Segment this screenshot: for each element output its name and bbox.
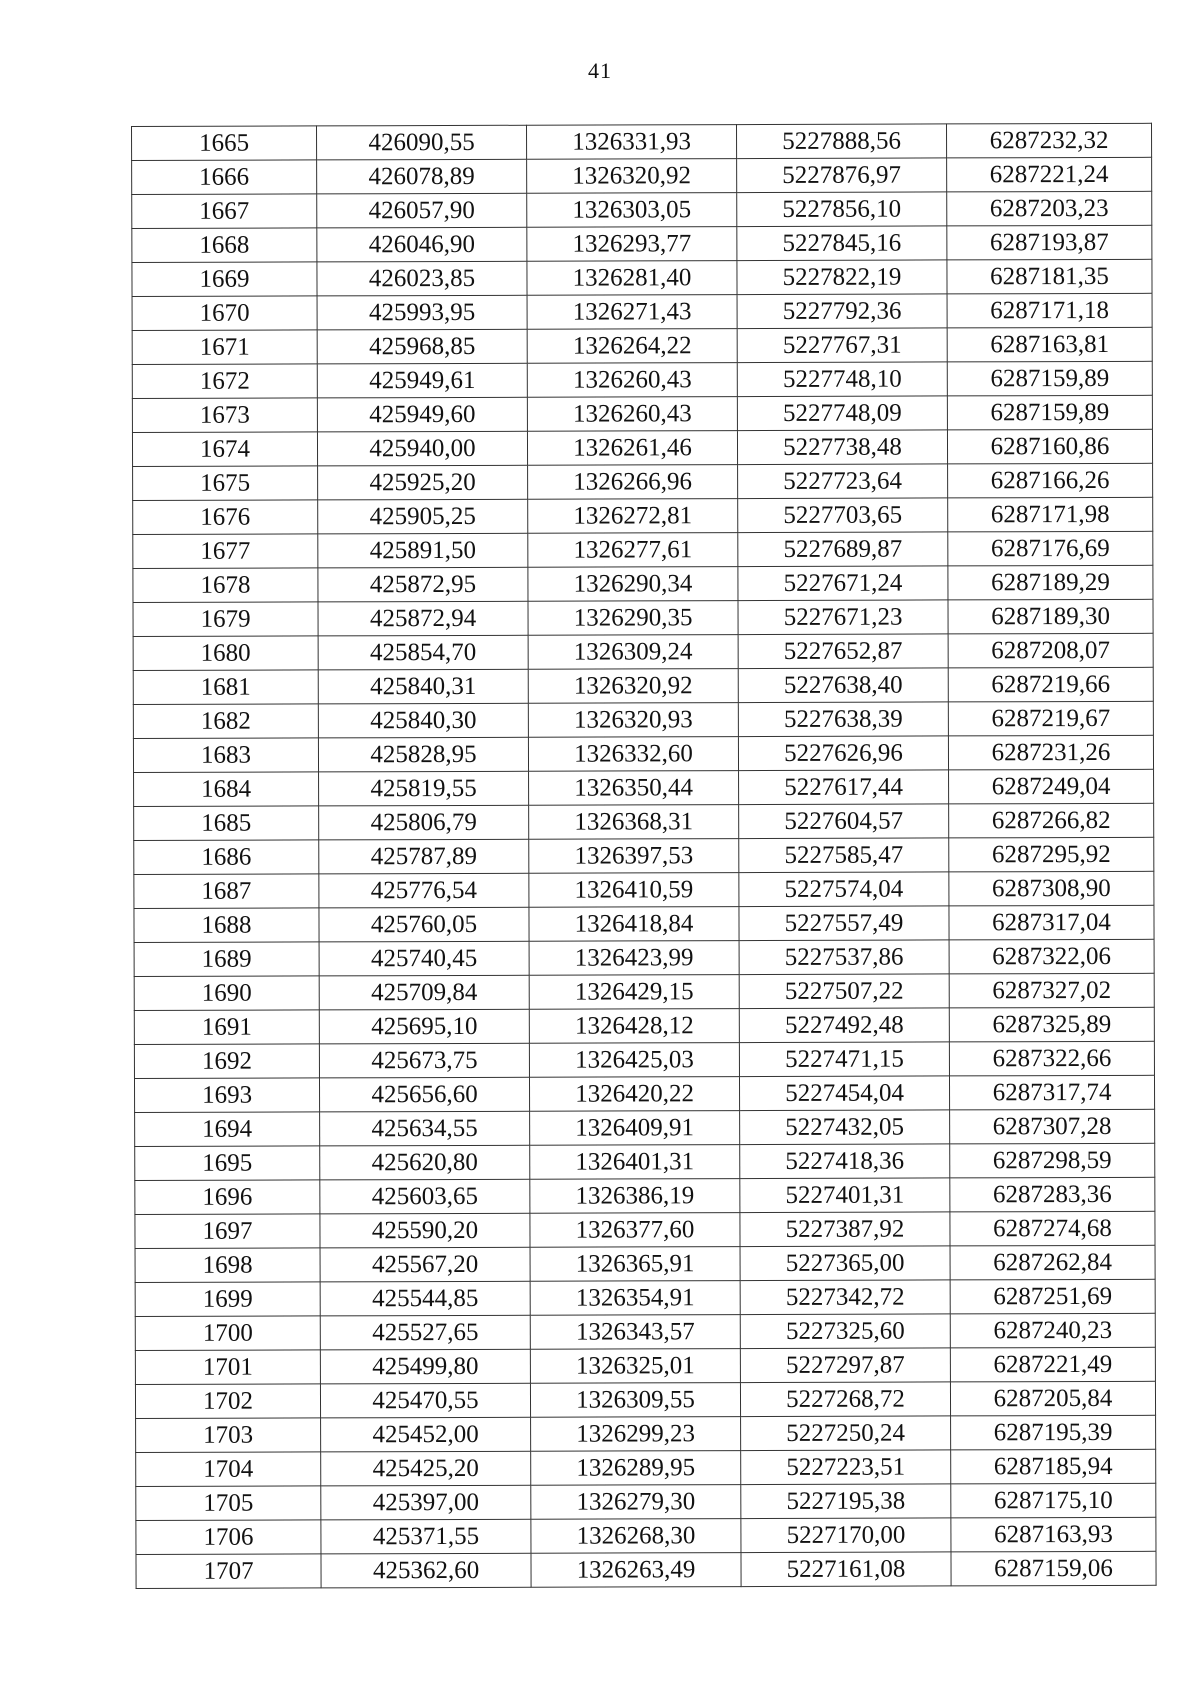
y-coordinate-cell: 1326386,19 <box>530 1179 740 1214</box>
point-number-cell: 1690 <box>134 976 319 1011</box>
y2-coordinate-cell: 6287189,30 <box>948 599 1153 634</box>
x-coordinate-cell: 426046,90 <box>317 227 527 262</box>
y2-coordinate-cell: 6287274,68 <box>950 1211 1155 1246</box>
x-coordinate-cell: 425993,95 <box>317 295 527 330</box>
y2-coordinate-cell: 6287298,59 <box>950 1143 1155 1178</box>
y2-coordinate-cell: 6287160,86 <box>947 429 1152 464</box>
y2-coordinate-cell: 6287203,23 <box>947 191 1152 226</box>
x-coordinate-cell: 425634,55 <box>320 1111 530 1146</box>
point-number-cell: 1670 <box>132 296 317 331</box>
y2-coordinate-cell: 6287317,74 <box>949 1075 1154 1110</box>
y-coordinate-cell: 1326350,44 <box>529 771 739 806</box>
x2-coordinate-cell: 5227652,87 <box>738 634 948 669</box>
y2-coordinate-cell: 6287327,02 <box>949 973 1154 1008</box>
point-number-cell: 1694 <box>135 1112 320 1147</box>
y-coordinate-cell: 1326260,43 <box>527 397 737 432</box>
x-coordinate-cell: 425840,31 <box>318 669 528 704</box>
x-coordinate-cell: 425695,10 <box>319 1009 529 1044</box>
table-row <box>136 1449 1156 1486</box>
point-number-cell: 1705 <box>136 1486 321 1521</box>
x2-coordinate-cell: 5227297,87 <box>740 1348 950 1383</box>
table-row <box>135 1211 1155 1248</box>
x2-coordinate-cell: 5227748,10 <box>737 362 947 397</box>
x-coordinate-cell: 425872,94 <box>318 601 528 636</box>
point-number-cell: 1669 <box>132 262 317 297</box>
y2-coordinate-cell: 6287171,98 <box>948 497 1153 532</box>
x-coordinate-cell: 425949,61 <box>317 363 527 398</box>
x-coordinate-cell: 425709,84 <box>319 975 529 1010</box>
y-coordinate-cell: 1326293,77 <box>527 227 737 262</box>
table-row <box>135 1313 1155 1350</box>
y-coordinate-cell: 1326423,99 <box>529 941 739 976</box>
point-number-cell: 1704 <box>136 1452 321 1487</box>
x-coordinate-cell: 425656,60 <box>319 1077 529 1112</box>
x-coordinate-cell: 425673,75 <box>319 1043 529 1078</box>
y2-coordinate-cell: 6287163,93 <box>951 1517 1156 1552</box>
x-coordinate-cell: 425840,30 <box>318 703 528 738</box>
x2-coordinate-cell: 5227250,24 <box>741 1416 951 1451</box>
point-number-cell: 1697 <box>135 1214 320 1249</box>
y2-coordinate-cell: 6287171,18 <box>947 293 1152 328</box>
x2-coordinate-cell: 5227161,08 <box>741 1552 951 1587</box>
y-coordinate-cell: 1326377,60 <box>530 1213 740 1248</box>
table-row <box>133 463 1153 500</box>
y2-coordinate-cell: 6287181,35 <box>947 259 1152 294</box>
x-coordinate-cell: 425854,70 <box>318 635 528 670</box>
coordinate-table <box>131 123 1157 1589</box>
y-coordinate-cell: 1326263,49 <box>531 1553 741 1588</box>
table-row <box>132 361 1152 398</box>
y2-coordinate-cell: 6287159,89 <box>947 361 1152 396</box>
y-coordinate-cell: 1326428,12 <box>529 1009 739 1044</box>
table-row <box>135 1109 1155 1146</box>
page-number: 41 <box>588 58 612 83</box>
x-coordinate-cell: 425425,20 <box>321 1451 531 1486</box>
y2-coordinate-cell: 6287295,92 <box>949 837 1154 872</box>
x2-coordinate-cell: 5227325,60 <box>740 1314 950 1349</box>
x-coordinate-cell: 425452,00 <box>321 1417 531 1452</box>
y2-coordinate-cell: 6287159,89 <box>947 395 1152 430</box>
point-number-cell: 1687 <box>134 874 319 909</box>
table-row <box>136 1483 1156 1520</box>
x-coordinate-cell: 425925,20 <box>318 465 528 500</box>
table-row <box>133 497 1153 534</box>
y-coordinate-cell: 1326410,59 <box>529 873 739 908</box>
x2-coordinate-cell: 5227738,48 <box>737 430 947 465</box>
point-number-cell: 1679 <box>133 602 318 637</box>
x2-coordinate-cell: 5227748,09 <box>737 396 947 431</box>
x-coordinate-cell: 425620,80 <box>320 1145 530 1180</box>
x-coordinate-cell: 425872,95 <box>318 567 528 602</box>
x2-coordinate-cell: 5227507,22 <box>739 974 949 1009</box>
x2-coordinate-cell: 5227617,44 <box>739 770 949 805</box>
y2-coordinate-cell: 6287308,90 <box>949 871 1154 906</box>
x-coordinate-cell: 425891,50 <box>318 533 528 568</box>
x-coordinate-cell: 426057,90 <box>317 193 527 228</box>
table-row <box>136 1415 1156 1452</box>
point-number-cell: 1678 <box>133 568 318 603</box>
y2-coordinate-cell: 6287325,89 <box>949 1007 1154 1042</box>
point-number-cell: 1700 <box>135 1316 320 1351</box>
x-coordinate-cell: 425362,60 <box>321 1553 531 1588</box>
y2-coordinate-cell: 6287231,26 <box>948 735 1153 770</box>
y-coordinate-cell: 1326420,22 <box>529 1077 739 1112</box>
x-coordinate-cell: 425590,20 <box>320 1213 530 1248</box>
point-number-cell: 1676 <box>133 500 318 535</box>
point-number-cell: 1682 <box>133 704 318 739</box>
table-row <box>132 429 1152 466</box>
point-number-cell: 1703 <box>136 1418 321 1453</box>
y2-coordinate-cell: 6287163,81 <box>947 327 1152 362</box>
x2-coordinate-cell: 5227856,10 <box>737 192 947 227</box>
table-row <box>133 599 1153 636</box>
x-coordinate-cell: 425603,65 <box>320 1179 530 1214</box>
x-coordinate-cell: 425740,45 <box>319 941 529 976</box>
table-row <box>135 1143 1155 1180</box>
y2-coordinate-cell: 6287251,69 <box>950 1279 1155 1314</box>
point-number-cell: 1707 <box>136 1554 321 1589</box>
x-coordinate-cell: 425470,55 <box>320 1383 530 1418</box>
x2-coordinate-cell: 5227268,72 <box>740 1382 950 1417</box>
x-coordinate-cell: 425567,20 <box>320 1247 530 1282</box>
point-number-cell: 1675 <box>133 466 318 501</box>
y-coordinate-cell: 1326277,61 <box>528 533 738 568</box>
x2-coordinate-cell: 5227638,40 <box>738 668 948 703</box>
table-row <box>133 667 1153 704</box>
y2-coordinate-cell: 6287249,04 <box>949 769 1154 804</box>
x2-coordinate-cell: 5227418,36 <box>740 1144 950 1179</box>
table-row <box>133 531 1153 568</box>
x2-coordinate-cell: 5227689,87 <box>738 532 948 567</box>
point-number-cell: 1698 <box>135 1248 320 1283</box>
x2-coordinate-cell: 5227537,86 <box>739 940 949 975</box>
point-number-cell: 1667 <box>132 194 317 229</box>
y-coordinate-cell: 1326343,57 <box>530 1315 740 1350</box>
x2-coordinate-cell: 5227454,04 <box>739 1076 949 1111</box>
y2-coordinate-cell: 6287317,04 <box>949 905 1154 940</box>
x2-coordinate-cell: 5227585,47 <box>739 838 949 873</box>
y-coordinate-cell: 1326290,34 <box>528 567 738 602</box>
table-row <box>134 1075 1154 1112</box>
point-number-cell: 1699 <box>135 1282 320 1317</box>
table-row <box>135 1381 1155 1418</box>
y-coordinate-cell: 1326268,30 <box>531 1519 741 1554</box>
y-coordinate-cell: 1326354,91 <box>530 1281 740 1316</box>
x-coordinate-cell: 425776,54 <box>319 873 529 908</box>
point-number-cell: 1701 <box>135 1350 320 1385</box>
x2-coordinate-cell: 5227574,04 <box>739 872 949 907</box>
x2-coordinate-cell: 5227432,05 <box>740 1110 950 1145</box>
x2-coordinate-cell: 5227492,48 <box>739 1008 949 1043</box>
y2-coordinate-cell: 6287283,36 <box>950 1177 1155 1212</box>
y-coordinate-cell: 1326331,93 <box>526 125 736 160</box>
y2-coordinate-cell: 6287221,49 <box>950 1347 1155 1382</box>
y-coordinate-cell: 1326303,05 <box>527 193 737 228</box>
x2-coordinate-cell: 5227557,49 <box>739 906 949 941</box>
x2-coordinate-cell: 5227195,38 <box>741 1484 951 1519</box>
y2-coordinate-cell: 6287262,84 <box>950 1245 1155 1280</box>
y-coordinate-cell: 1326368,31 <box>529 805 739 840</box>
table-row <box>134 871 1154 908</box>
table-row <box>133 701 1153 738</box>
x-coordinate-cell: 425949,60 <box>317 397 527 432</box>
y-coordinate-cell: 1326260,43 <box>527 363 737 398</box>
table-row <box>132 225 1152 262</box>
y2-coordinate-cell: 6287175,10 <box>951 1483 1156 1518</box>
point-number-cell: 1693 <box>134 1078 319 1113</box>
table-row <box>132 191 1152 228</box>
table-row <box>133 565 1153 602</box>
table-row <box>134 803 1154 840</box>
x-coordinate-cell: 426078,89 <box>317 159 527 194</box>
table-row <box>134 1007 1154 1044</box>
point-number-cell: 1686 <box>134 840 319 875</box>
y2-coordinate-cell: 6287189,29 <box>948 565 1153 600</box>
y2-coordinate-cell: 6287185,94 <box>951 1449 1156 1484</box>
table-row <box>135 1177 1155 1214</box>
x2-coordinate-cell: 5227876,97 <box>737 158 947 193</box>
table-row <box>134 973 1154 1010</box>
point-number-cell: 1683 <box>133 738 318 773</box>
table-row <box>134 837 1154 874</box>
x2-coordinate-cell: 5227471,15 <box>739 1042 949 1077</box>
y2-coordinate-cell: 6287266,82 <box>949 803 1154 838</box>
x2-coordinate-cell: 5227170,00 <box>741 1518 951 1553</box>
y-coordinate-cell: 1326309,55 <box>530 1383 740 1418</box>
x-coordinate-cell: 425499,80 <box>320 1349 530 1384</box>
point-number-cell: 1685 <box>134 806 319 841</box>
y2-coordinate-cell: 6287221,24 <box>947 157 1152 192</box>
point-number-cell: 1673 <box>132 398 317 433</box>
y-coordinate-cell: 1326401,31 <box>530 1145 740 1180</box>
table-row <box>132 327 1152 364</box>
table-row <box>135 1245 1155 1282</box>
y2-coordinate-cell: 6287232,32 <box>946 123 1151 158</box>
y2-coordinate-cell: 6287176,69 <box>948 531 1153 566</box>
table-row <box>136 1517 1156 1554</box>
point-number-cell: 1689 <box>134 942 319 977</box>
table-row <box>136 1551 1156 1588</box>
x2-coordinate-cell: 5227365,00 <box>740 1246 950 1281</box>
point-number-cell: 1665 <box>132 126 317 161</box>
y-coordinate-cell: 1326320,92 <box>528 669 738 704</box>
x-coordinate-cell: 425760,05 <box>319 907 529 942</box>
y2-coordinate-cell: 6287208,07 <box>948 633 1153 668</box>
x-coordinate-cell: 425527,65 <box>320 1315 530 1350</box>
x-coordinate-cell: 425828,95 <box>318 737 528 772</box>
y2-coordinate-cell: 6287240,23 <box>950 1313 1155 1348</box>
y2-coordinate-cell: 6287219,66 <box>948 667 1153 702</box>
table-row <box>134 905 1154 942</box>
x-coordinate-cell: 425940,00 <box>317 431 527 466</box>
point-number-cell: 1696 <box>135 1180 320 1215</box>
point-number-cell: 1680 <box>133 636 318 671</box>
y2-coordinate-cell: 6287166,26 <box>948 463 1153 498</box>
y-coordinate-cell: 1326418,84 <box>529 907 739 942</box>
y-coordinate-cell: 1326266,96 <box>528 465 738 500</box>
point-number-cell: 1692 <box>134 1044 319 1079</box>
y-coordinate-cell: 1326320,93 <box>528 703 738 738</box>
y-coordinate-cell: 1326261,46 <box>527 431 737 466</box>
x-coordinate-cell: 425819,55 <box>319 771 529 806</box>
x-coordinate-cell: 425397,00 <box>321 1485 531 1520</box>
point-number-cell: 1666 <box>132 160 317 195</box>
point-number-cell: 1691 <box>134 1010 319 1045</box>
y-coordinate-cell: 1326309,24 <box>528 635 738 670</box>
y-coordinate-cell: 1326289,95 <box>531 1451 741 1486</box>
x2-coordinate-cell: 5227604,57 <box>739 804 949 839</box>
x-coordinate-cell: 425371,55 <box>321 1519 531 1554</box>
point-number-cell: 1677 <box>133 534 318 569</box>
y-coordinate-cell: 1326264,22 <box>527 329 737 364</box>
table-row <box>135 1347 1155 1384</box>
x2-coordinate-cell: 5227703,65 <box>738 498 948 533</box>
x-coordinate-cell: 426090,55 <box>317 125 527 160</box>
y-coordinate-cell: 1326332,60 <box>528 737 738 772</box>
point-number-cell: 1706 <box>136 1520 321 1555</box>
y2-coordinate-cell: 6287322,66 <box>949 1041 1154 1076</box>
table-row <box>132 395 1152 432</box>
x2-coordinate-cell: 5227792,36 <box>737 294 947 329</box>
y2-coordinate-cell: 6287219,67 <box>948 701 1153 736</box>
y-coordinate-cell: 1326365,91 <box>530 1247 740 1282</box>
y-coordinate-cell: 1326290,35 <box>528 601 738 636</box>
y2-coordinate-cell: 6287322,06 <box>949 939 1154 974</box>
table-row <box>133 735 1153 772</box>
table-row <box>135 1279 1155 1316</box>
x2-coordinate-cell: 5227888,56 <box>736 124 946 159</box>
x-coordinate-cell: 425968,85 <box>317 329 527 364</box>
point-number-cell: 1672 <box>132 364 317 399</box>
x2-coordinate-cell: 5227342,72 <box>740 1280 950 1315</box>
x2-coordinate-cell: 5227845,16 <box>737 226 947 261</box>
y-coordinate-cell: 1326409,91 <box>530 1111 740 1146</box>
table-row <box>133 633 1153 670</box>
x-coordinate-cell: 425544,85 <box>320 1281 530 1316</box>
point-number-cell: 1688 <box>134 908 319 943</box>
y-coordinate-cell: 1326425,03 <box>529 1043 739 1078</box>
y-coordinate-cell: 1326429,15 <box>529 975 739 1010</box>
table-row <box>134 1041 1154 1078</box>
y2-coordinate-cell: 6287193,87 <box>947 225 1152 260</box>
x2-coordinate-cell: 5227401,31 <box>740 1178 950 1213</box>
y-coordinate-cell: 1326320,92 <box>527 159 737 194</box>
y-coordinate-cell: 1326299,23 <box>531 1417 741 1452</box>
y-coordinate-cell: 1326397,53 <box>529 839 739 874</box>
point-number-cell: 1695 <box>135 1146 320 1181</box>
x-coordinate-cell: 426023,85 <box>317 261 527 296</box>
y-coordinate-cell: 1326271,43 <box>527 295 737 330</box>
point-number-cell: 1674 <box>132 432 317 467</box>
x-coordinate-cell: 425905,25 <box>318 499 528 534</box>
y2-coordinate-cell: 6287205,84 <box>950 1381 1155 1416</box>
x-coordinate-cell: 425787,89 <box>319 839 529 874</box>
point-number-cell: 1681 <box>133 670 318 705</box>
point-number-cell: 1671 <box>132 330 317 365</box>
y-coordinate-cell: 1326281,40 <box>527 261 737 296</box>
x2-coordinate-cell: 5227638,39 <box>738 702 948 737</box>
x2-coordinate-cell: 5227767,31 <box>737 328 947 363</box>
table-row <box>134 769 1154 806</box>
point-number-cell: 1668 <box>132 228 317 263</box>
point-number-cell: 1684 <box>134 772 319 807</box>
x2-coordinate-cell: 5227387,92 <box>740 1212 950 1247</box>
table-row <box>132 259 1152 296</box>
table-row <box>132 157 1152 194</box>
table-row <box>132 123 1152 160</box>
x2-coordinate-cell: 5227223,51 <box>741 1450 951 1485</box>
x2-coordinate-cell: 5227671,23 <box>738 600 948 635</box>
y-coordinate-cell: 1326272,81 <box>528 499 738 534</box>
point-number-cell: 1702 <box>135 1384 320 1419</box>
table-row <box>132 293 1152 330</box>
y2-coordinate-cell: 6287307,28 <box>950 1109 1155 1144</box>
x2-coordinate-cell: 5227671,24 <box>738 566 948 601</box>
y2-coordinate-cell: 6287159,06 <box>951 1551 1156 1586</box>
x-coordinate-cell: 425806,79 <box>319 805 529 840</box>
y-coordinate-cell: 1326325,01 <box>530 1349 740 1384</box>
x2-coordinate-cell: 5227822,19 <box>737 260 947 295</box>
table-row <box>134 939 1154 976</box>
x2-coordinate-cell: 5227626,96 <box>738 736 948 771</box>
x2-coordinate-cell: 5227723,64 <box>738 464 948 499</box>
y2-coordinate-cell: 6287195,39 <box>951 1415 1156 1450</box>
table-body <box>132 123 1157 1588</box>
y-coordinate-cell: 1326279,30 <box>531 1485 741 1520</box>
